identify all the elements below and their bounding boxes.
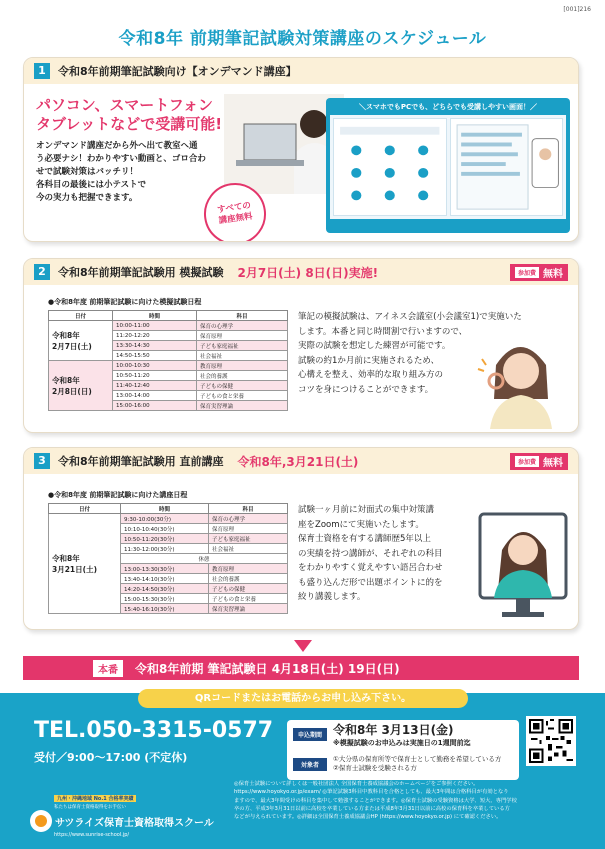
school-name: サツライズ保育士資格取得スクール	[55, 817, 214, 829]
section-number: 3	[34, 453, 50, 469]
school-tagline: 九州・沖縄地域 No.1 合格率実績	[54, 795, 136, 802]
subject-cell: 子どもの保健	[197, 381, 288, 391]
time-cell: 13:30-14:30	[113, 341, 197, 351]
school-url[interactable]: https://www.sunrise-school.jp/	[54, 832, 130, 838]
intensive-date: 令和8年,3月21日(土)	[237, 454, 359, 469]
section-number: 2	[34, 264, 50, 280]
intensive-label: 令和8年前期筆記試験用 直前講座	[58, 455, 224, 468]
subject-cell: 保育実習理論	[197, 401, 288, 411]
col-header: 日付	[49, 311, 113, 321]
subject-cell: 子ども家庭福祉	[197, 341, 288, 351]
exam-tag: 本番	[93, 660, 123, 677]
subject-cell: 教育原理	[197, 361, 288, 371]
mock-exam-card	[23, 258, 579, 433]
time-cell: 13:00-13:30(30分)	[121, 564, 209, 574]
mock-schedule-table	[48, 310, 288, 411]
mock-exam-date: 2月7日(土) 8日(日)実施!	[237, 265, 379, 280]
fee-badge: 参加費 無料	[510, 453, 568, 470]
mobile-screen-mock	[450, 118, 564, 216]
time-cell: 15:00-16:00	[113, 401, 197, 411]
exam-date-banner	[23, 656, 579, 680]
time-cell: 11:30-12:00(30分)	[121, 544, 209, 554]
qr-code[interactable]	[526, 716, 576, 766]
subject-cell: 教育原理	[209, 564, 288, 574]
col-header: 時間	[113, 311, 197, 321]
col-header: 科目	[197, 311, 288, 321]
subject-cell: 保育の心理学	[209, 514, 288, 524]
screen-preview	[326, 98, 570, 233]
time-cell: 10:10-10:40(30分)	[121, 524, 209, 534]
time-cell: 10:00-10:30	[113, 361, 197, 371]
free-badge: すべての 講座無料	[200, 179, 270, 242]
screen-preview-title: ＼スマホでもPCでも、どちらでも受講しやすい画面！／	[358, 103, 538, 111]
subject-cell: 子どもの食と栄養	[209, 594, 288, 604]
fee-badge: 参加費 無料	[510, 264, 568, 281]
subject-cell: 保育原理	[197, 331, 288, 341]
mock-exam-description: 筆記の模擬試験は、アイネス会議室(小会議室1)で実施いた します。本番と同じ時間割で行いますので、 実際の試験を想定した練習が可能です。 試験の約1か月前に実施されるため、 心構えを整え、効率的な取り組み方の コツを身につけることができます。	[298, 312, 522, 395]
application-info	[287, 720, 519, 780]
subject-cell: 社会福祉	[197, 351, 288, 361]
date-cell: 令和8年 2月8日(日)	[49, 361, 113, 411]
col-header: 日付	[49, 504, 121, 514]
subject-cell: 子どもの保健	[209, 584, 288, 594]
subject-cell: 保育実習理論	[209, 604, 288, 614]
intensive-schedule-table	[48, 503, 288, 614]
time-cell: 15:00-15:30(30分)	[121, 594, 209, 604]
target-item: ①大分県の保育所等で保育士として勤務を希望している方	[333, 755, 502, 763]
mock-exam-header	[24, 259, 578, 285]
apply-banner: QRコードまたはお電話からお申し込み下さい。	[138, 689, 468, 708]
sun-logo-icon	[30, 810, 52, 832]
woman-ok-illustration	[474, 329, 566, 429]
ondemand-label: 令和8年前期筆記試験向け【オンデマンド講座】	[58, 65, 297, 78]
ondemand-card	[23, 57, 579, 242]
time-cell: 14:50-15:50	[113, 351, 197, 361]
mock-table-title: ●令和8年度 前期筆記試験に向けた模擬試験日程	[48, 298, 202, 306]
subject-cell: 保育の心理学	[197, 321, 288, 331]
time-cell: 10:50-11:20	[113, 371, 197, 381]
footer-notes: ◎保育士試験について詳しくは一般社団法人 全国保育士養成協議会のホームページをご参照ください。 https://www.hoyokyo.or.jp/exam/ ◎筆記試験3科目中教科目を合格としても、最大3年間は合格科目が有効となり ますので、最大3年間受けの科目を集中して勉強することができます。◎保育士試験の受験資格は大学、短大、専門学校 卒の方、平成3年3月31日以前に高校を卒業している方または平成8年3月31日以前に高校の保育科を卒業している方 などが与えられています。◎詳細は全国保育士養成協議会HP (https://www.hoyokyo.or.jp) にて確認ください。	[234, 781, 517, 821]
time-cell: 9:30-10:00(30分)	[121, 514, 209, 524]
time-cell: 11:20-12:20	[113, 331, 197, 341]
target-item: ②保育士試験を受験される方	[333, 764, 417, 772]
time-cell: 10:50-11:20(30分)	[121, 534, 209, 544]
mock-exam-label: 令和8年前期筆記試験用 模擬試験	[58, 266, 224, 279]
deadline-date: 令和8年 3月13日(金)	[333, 723, 454, 737]
intensive-description: 試験一ヶ月前に対面式の集中対策講 座をZoomにて実施いたします。 保育士資格を有する講師歴5年以上 の実績を持つ講師が、それぞれの科目 をわかりやすく覚えやすい語呂合わせ も盛り込んだ形で出題ポイントに的を 絞り講義します。	[298, 505, 443, 602]
deadline-note: ※模擬試験のお申込みは実施日の1週間前迄	[333, 739, 471, 747]
intensive-table-title: ●令和8年度 前期筆記試験に向けた講座日程	[48, 491, 188, 499]
ondemand-headline: パソコン、スマートフォン タブレットなどで受講可能!	[36, 96, 223, 133]
reception-hours: 受付／9:00～17:00 (不定休)	[34, 751, 188, 764]
teacher-monitor-illustration	[476, 510, 570, 625]
subject-cell: 子ども家庭福祉	[209, 534, 288, 544]
page-title: 令和8年 前期筆記試験対策講座のスケジュール	[118, 29, 487, 49]
break-row: 休憩	[121, 554, 288, 564]
exam-date-text: 令和8年前期 筆記試験日 4月18日(土) 19日(日)	[135, 661, 400, 676]
pc-screen-mock	[333, 118, 447, 216]
subject-cell: 子どもの食と栄養	[197, 391, 288, 401]
period-label: 申込期間	[293, 728, 327, 741]
subject-cell: 社会福祉	[209, 544, 288, 554]
target-label: 対象者	[293, 758, 327, 771]
time-cell: 14:20-14:50(30分)	[121, 584, 209, 594]
school-logo	[30, 785, 214, 838]
time-cell: 13:00-14:00	[113, 391, 197, 401]
time-cell: 10:00-11:00	[113, 321, 197, 331]
date-cell: 令和8年 2月7日(土)	[49, 321, 113, 361]
intensive-course-card	[23, 447, 579, 630]
ondemand-header	[24, 58, 578, 84]
section-number: 1	[34, 63, 50, 79]
subject-cell: 社会的養護	[209, 574, 288, 584]
time-cell: 11:40-12:40	[113, 381, 197, 391]
page-id: [001]216	[563, 6, 591, 13]
col-header: 科目	[209, 504, 288, 514]
ondemand-body: オンデマンド講座だから外へ出て教室へ通 う必要ナシ！わかりやすい動画と、ゴロ合わ せで試験対策はバッチリ！ 各科目の最後には小テストで 今の実力も把握できます。	[36, 141, 206, 203]
school-subtitle: 私たちは保育士資格取得をお手伝い	[54, 805, 126, 810]
subject-cell: 社会的養護	[197, 371, 288, 381]
time-cell: 15:40-16:10(30分)	[121, 604, 209, 614]
down-arrow-icon	[294, 640, 312, 652]
time-cell: 13:40-14:10(30分)	[121, 574, 209, 584]
date-cell: 令和8年 3月21日(土)	[49, 514, 121, 614]
subject-cell: 保育原理	[209, 524, 288, 534]
col-header: 時間	[121, 504, 209, 514]
phone-number[interactable]: TEL.050-3315-0577	[34, 718, 274, 743]
intensive-header	[24, 448, 578, 474]
